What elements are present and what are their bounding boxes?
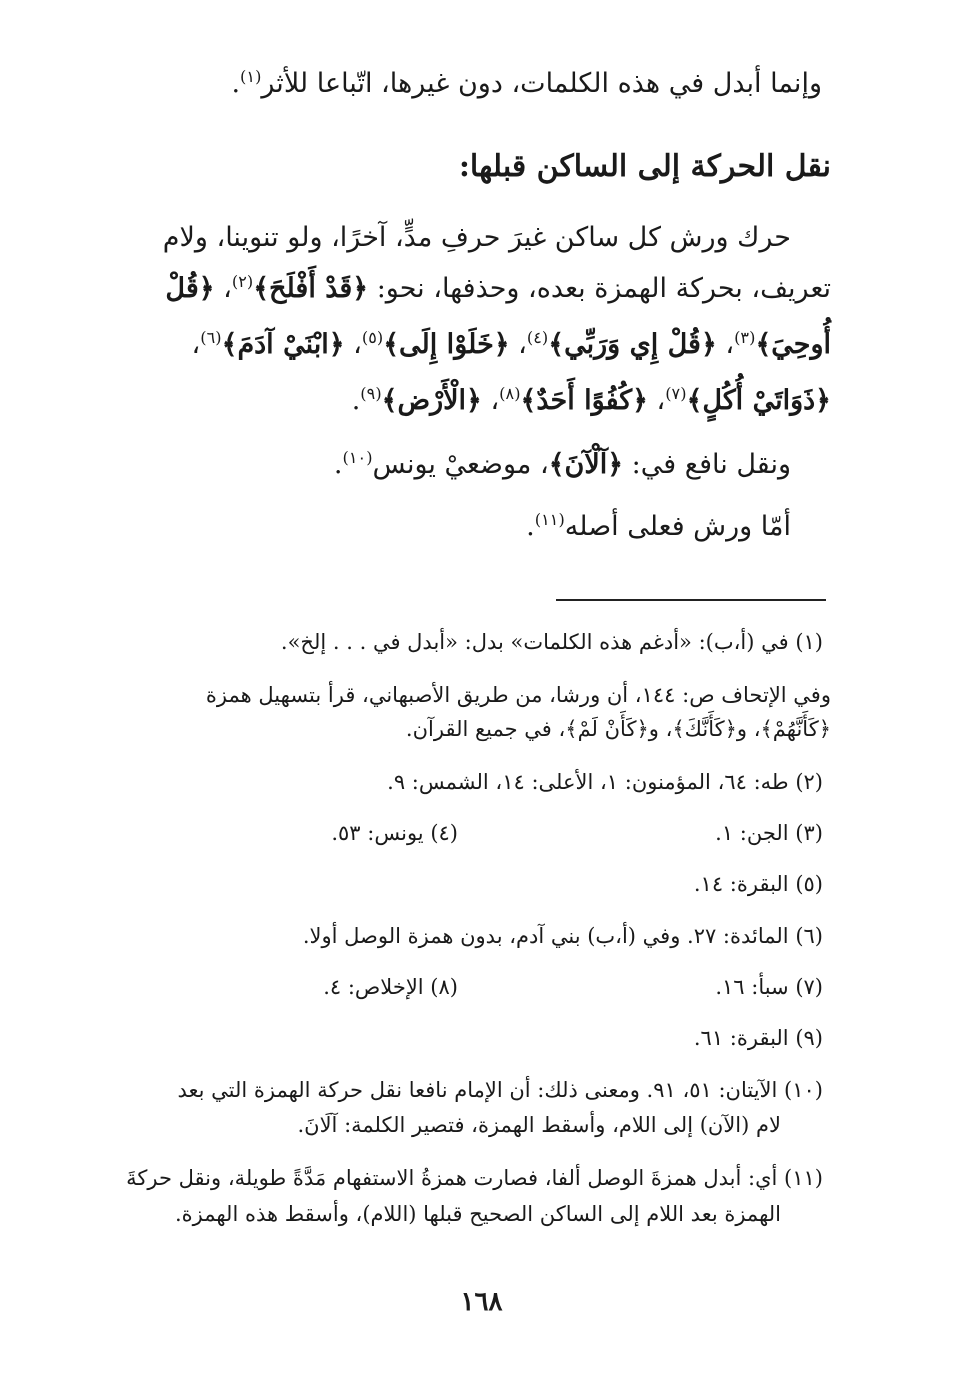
body-punct: . (351, 385, 361, 416)
footnote-ref: (١٠) (342, 448, 373, 467)
footnote-1-continuation-line-2: ﴿كَأَنَّهُمْ﴾، و﴿كَأَنَّكَ﴾، و﴿كَأَنْ لَمْ﴾، في جميع القرآن. (405, 717, 831, 741)
footnote-11-line-2: الهمزة بعد اللام إلى الساكن الصحيح قبلها (اللام)، وأسقط هذه الهمزة. (174, 1202, 781, 1226)
body-text: ونقل نافع في: (623, 449, 791, 480)
body-punct: ، (191, 329, 201, 360)
footnote-6: (٦) المائدة: ٢٧. وفي (أ،ب) بني آدم، بدون همزة الوصل أولا. (302, 924, 823, 948)
footnote-2: (٢) طه: ٦٤، المؤمنون: ١، الأعلى: ١٤، الشمس: ٩. (387, 770, 823, 794)
body-punct: ، (509, 329, 527, 360)
body-line-1 (231, 64, 822, 104)
body-punct: ، (214, 273, 232, 304)
footnote-8: (٨) الإخلاص: ٤. (323, 975, 458, 999)
footnote-3: (٣) الجن: ١. (715, 821, 823, 845)
body-paragraph-2 (334, 445, 791, 485)
quran-quote: أُوحِيَ﴾ (755, 329, 831, 360)
quran-quote: ﴿آلْآنَ﴾ (548, 449, 624, 480)
footnote-ref: (٦) (200, 328, 222, 347)
body-text: أمّا ورش فعلى أصله (564, 511, 791, 542)
footnote-1: (١) في (أ،ب): «أدغم هذه الكلمات» بدل: «أبدل في . . . إلخ». (280, 630, 823, 654)
footnote-ref: (٤) (526, 328, 549, 347)
footnote-ref: (٨) (499, 384, 521, 403)
body-paragraph-3 (526, 507, 791, 547)
page-number: ١٦٨ (460, 1287, 503, 1317)
body-punct: ، (481, 385, 500, 416)
footnote-separator (556, 599, 826, 601)
quran-quote: ﴿ابْنَيْ آدَمَ﴾ (221, 329, 345, 360)
footnote-11-line-1: (١١) أي: أبدل همزةَ الوصل ألفا، فصارت همزةُ الاستفهام مَدَّةً طويلة، ونقل حركةَ (126, 1166, 823, 1190)
body-paragraph-1-line-1 (163, 218, 791, 258)
footnote-10-line-2: لام (الآن) إلى اللام، وأسقط الهمزة، فتصير الكلمة: آلَانَ. (297, 1113, 781, 1137)
footnote-4: (٤) يونس: ٥٣. (331, 821, 458, 845)
body-text: وإنما أبدل في هذه الكلمات، دون غيرها، اتّباعا للأثر (261, 68, 822, 99)
body-punct: . (231, 68, 241, 99)
body-text: حرك ورش كل ساكن غيرَ حرفِ مدٍّ، آخرًا، ولو تنوينا، ولام (162, 222, 791, 253)
body-punct: ، (647, 385, 666, 416)
body-paragraph-1-line-4 (352, 381, 831, 421)
section-heading: نقل الحركة إلى الساكن قبلها: (458, 149, 831, 184)
quran-quote: ﴿قَدْ أَفْلَحَ﴾ (253, 273, 369, 304)
body-punct: . (526, 511, 535, 542)
footnote-1-continuation-line-1: وفي الإتحاف ص: ١٤٤، أن ورشا، من طريق الأصبهاني، قرأ بتسهيل همزة (205, 683, 831, 707)
body-punct: . (333, 449, 343, 480)
body-punct: ، (716, 329, 735, 360)
footnote-5: (٥) البقرة: ١٤. (693, 872, 823, 896)
quran-quote: ﴿الْأَرْض﴾ (381, 385, 482, 416)
footnote-ref: (١١) (534, 510, 565, 529)
footnote-ref: (٥) (361, 328, 384, 347)
body-punct: ، (344, 329, 362, 360)
footnote-9: (٩) البقرة: ٦١. (693, 1026, 823, 1050)
body-text: تعريف، بحركة الهمزة بعده، وحذفها، نحو: (368, 273, 831, 304)
footnote-ref: (٢) (231, 272, 254, 291)
quran-quote: ﴿قُلْ إِي وَرَبِّي﴾ (548, 329, 717, 360)
footnote-ref: (٩) (360, 384, 382, 403)
footnote-ref: (١) (240, 67, 262, 86)
footnote-ref: (٧) (665, 384, 687, 403)
quran-quote: ﴿كُفُوًا أَحَدٌ﴾ (520, 385, 648, 416)
footnote-10-line-1: (١٠) الآيتان: ٥١، ٩١. ومعنى ذلك: أن الإمام نافعا نقل حركة الهمزة التي بعد (177, 1078, 823, 1102)
quran-quote: ﴿خَلَوْا إِلَى﴾ (383, 329, 510, 360)
quran-quote: ﴿ذَوَاتَيْ أُكُلٍ﴾ (686, 385, 831, 416)
body-text: ، موضعيْ يونس (372, 449, 549, 480)
body-paragraph-1-line-2 (165, 269, 831, 309)
body-paragraph-1-line-3 (192, 325, 831, 365)
footnote-7: (٧) سبأ: ١٦. (715, 975, 823, 999)
footnote-ref: (٣) (734, 328, 756, 347)
quran-quote: ﴿قُلْ (165, 273, 215, 304)
